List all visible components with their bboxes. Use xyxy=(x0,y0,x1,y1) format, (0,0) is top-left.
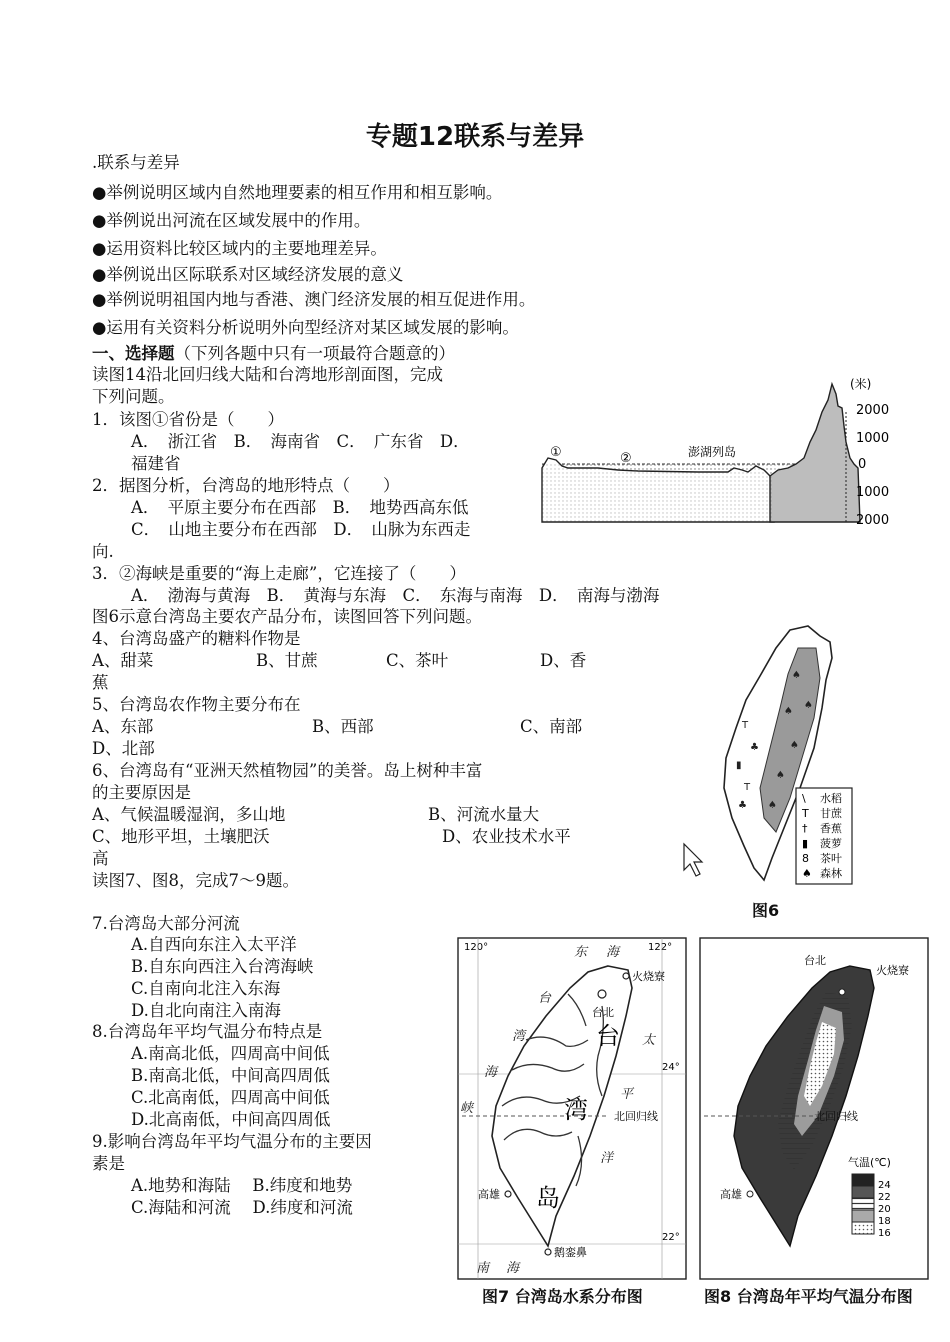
fig8-legend-tick-4: 18 xyxy=(878,1216,891,1227)
svg-text:♣: ♣ xyxy=(750,742,759,753)
q8-option-d: D.北高南低，中间高四周低 xyxy=(131,1110,331,1129)
q3-stem: 3．②海峡是重要的“海上走廊”，它连接了（ ） xyxy=(92,564,466,583)
fig8-taipei: 台北 xyxy=(804,954,826,967)
q7-option-d: D.自北向南注入南海 xyxy=(131,1001,281,1020)
fig7-strait-4: 峡 xyxy=(460,1101,474,1116)
svg-text:T: T xyxy=(742,720,749,731)
q4-option-d: D、香 xyxy=(540,651,587,670)
svg-text:▮: ▮ xyxy=(736,760,742,771)
agri-legend-sym-4: ▮ xyxy=(802,837,809,850)
q6-stem-cont: 的主要原因是 xyxy=(92,783,191,802)
objective-1: ●举例说明区域内自然地理要素的相互作用和相互影响。 xyxy=(92,183,503,202)
fig7-lon-right: 122° xyxy=(648,942,673,953)
q5-option-c: C、南部 xyxy=(520,717,583,736)
q6-option-d-cont: 高 xyxy=(92,849,109,868)
profile-tick-1: 2000 xyxy=(856,403,890,418)
svg-text:♠: ♠ xyxy=(776,770,785,781)
q2-options: A． 平原主要分布在西部 B． 地势西高东低 xyxy=(131,498,469,517)
q6-option-b: B、河流水量大 xyxy=(428,805,540,824)
q2-options-3: 向. xyxy=(92,542,114,561)
fig8-legend-tick-1: 24 xyxy=(878,1180,891,1191)
profile-label-2: ② xyxy=(620,451,632,466)
fig7-east-sea-2: 海 xyxy=(606,945,620,960)
q8-option-b: B.南高北低，中间高四周低 xyxy=(131,1066,330,1085)
q4-option-a: A、甜菜 xyxy=(92,651,154,670)
fig8-legend-tick-2: 22 xyxy=(878,1192,891,1203)
agri-legend-sym-1: \ xyxy=(802,792,806,805)
part-note: （下列各题中只有一项最符合题意的） xyxy=(174,344,455,363)
q6-option-d: D、农业技术水平 xyxy=(442,827,571,846)
objective-5: ●举例说明祖国内地与香港、澳门经济发展的相互促进作用。 xyxy=(92,290,536,309)
q6-option-a: A、气候温暖湿润，多山地 xyxy=(92,805,286,824)
fig8-legend-tick-3: 20 xyxy=(878,1204,891,1215)
fig8-tropic: 北回归线 xyxy=(814,1110,858,1123)
q8-option-a: A.南高北低，四周高中间低 xyxy=(131,1044,330,1063)
fig8-legend-tick-5: 16 xyxy=(878,1228,891,1239)
fig7-cape: 火烧寮 xyxy=(632,970,665,983)
fig7-cape-south: 鹅銮鼻 xyxy=(554,1246,587,1259)
q1-stem: 1．该图①省份是（ ） xyxy=(92,410,284,429)
q8-stem: 8.台湾岛年平均气温分布特点是 xyxy=(92,1022,323,1041)
q2-stem: 2．据图分析，台湾岛的地形特点（ ） xyxy=(92,476,400,495)
fig7-east-sea-1: 东 xyxy=(574,945,588,960)
fig7-lat-24: 24° xyxy=(662,1062,680,1073)
q5-option-a: A、东部 xyxy=(92,717,154,736)
q4-option-c: C、茶叶 xyxy=(386,651,449,670)
intro1-line1: 读图14沿北回归线大陆和台湾地形剖面图，完成 xyxy=(92,365,443,384)
q7-option-c: C.自南向北注入东海 xyxy=(131,979,281,998)
fig7-island-char-2: 湾 xyxy=(564,1096,588,1124)
fig7-strait-2: 湾 xyxy=(512,1029,526,1044)
fig7-lat-22: 22° xyxy=(662,1232,680,1243)
fig8-legend-title: 气温(℃) xyxy=(848,1156,891,1169)
fig7-taipei: 台北 xyxy=(592,1006,614,1019)
intro1-line2: 下列问题。 xyxy=(92,387,175,406)
part-heading: 一、选择题 xyxy=(92,344,175,363)
q7-option-a: A.自西向东注入太平洋 xyxy=(131,935,297,954)
cursor-arrow-icon xyxy=(684,844,702,876)
objective-4: ●举例说出区际联系对区域经济发展的意义 xyxy=(92,265,404,284)
agri-legend-name-3: 香蕉 xyxy=(820,822,842,835)
profile-tick-5: 2000 xyxy=(856,513,890,528)
profile-label-1: ① xyxy=(550,445,562,460)
svg-text:♠: ♠ xyxy=(792,670,801,681)
q6-option-c: C、地形平坦，土壤肥沃 xyxy=(92,827,270,846)
fig7-island-char-1: 台 xyxy=(596,1022,620,1050)
q2-options-2: C． 山地主要分布在西部 D． 山脉为东西走 xyxy=(131,520,471,539)
fig8-kaohsiung: 高雄 xyxy=(720,1188,742,1201)
objective-6: ●运用有关资料分析说明外向型经济对某区域发展的影响。 xyxy=(92,318,519,337)
fig7-pacific-2: 平 xyxy=(620,1087,634,1102)
q4-option-b: B、甘蔗 xyxy=(256,651,318,670)
q1-options: A． 浙江省 B． 海南省 C． 广东省 D． xyxy=(131,432,470,451)
svg-text:♠: ♠ xyxy=(784,706,793,717)
agri-legend-sym-3: † xyxy=(802,822,808,835)
intro2: 图6示意台湾岛主要农产品分布，读图回答下列问题。 xyxy=(92,607,482,626)
fig8-cape: 火烧寮 xyxy=(876,964,909,977)
terrain-profile-figure xyxy=(538,372,910,530)
profile-island-label: 澎湖列岛 xyxy=(688,445,737,459)
q7-stem: 7.台湾岛大部分河流 xyxy=(92,914,240,933)
agri-legend-sym-5: 8 xyxy=(802,852,809,865)
section-label: .联系与差异 xyxy=(92,153,180,172)
q3-options: A． 渤海与黄海 B． 黄海与东海 C． 东海与南海 D． 南海与渤海 xyxy=(131,586,660,605)
q9-option-ab: A.地势和海陆 B.纬度和地势 xyxy=(131,1176,353,1195)
fig7-lon-left: 120° xyxy=(464,942,489,953)
fig8-caption: 图8 台湾岛年平均气温分布图 xyxy=(704,1287,913,1306)
agri-legend-name-4: 菠萝 xyxy=(820,837,842,850)
fig7-strait-3: 海 xyxy=(484,1065,498,1080)
q4-stem: 4、台湾岛盛产的糖料作物是 xyxy=(92,629,301,648)
q9-stem: 9.影响台湾岛年平均气温分布的主要因 xyxy=(92,1132,372,1151)
svg-text:♠: ♠ xyxy=(804,700,813,711)
fig7-pacific-3: 洋 xyxy=(600,1151,614,1166)
part-heading-line xyxy=(92,343,455,365)
q7-option-b: B.自东向西注入台湾海峡 xyxy=(131,957,314,976)
agri-legend-name-6: 森林 xyxy=(820,867,842,880)
agri-legend-sym-2: T xyxy=(802,807,809,820)
taiwan-agriculture-map xyxy=(680,618,912,898)
agri-legend-name-1: 水稻 xyxy=(820,792,842,805)
svg-text:♠: ♠ xyxy=(790,740,799,751)
intro3: 读图7、图8，完成7～9题。 xyxy=(92,871,299,890)
q1-options-cont: 福建省 xyxy=(131,454,181,473)
fig7-kaohsiung: 高雄 xyxy=(478,1188,500,1201)
fig7-south-sea-1: 南 xyxy=(476,1261,490,1276)
svg-text:♣: ♣ xyxy=(738,800,747,811)
taiwan-temperature-map xyxy=(698,936,934,1281)
profile-tick-2: 1000 xyxy=(856,431,890,446)
q5-option-d: D、北部 xyxy=(92,739,155,758)
fig7-strait-1: 台 xyxy=(538,991,552,1006)
objective-3: ●运用资料比较区域内的主要地理差异。 xyxy=(92,239,387,258)
fig6-caption: 图6 xyxy=(752,901,780,920)
fig7-south-sea-2: 海 xyxy=(506,1261,520,1276)
q9-stem-cont: 素是 xyxy=(92,1154,125,1173)
agri-legend-sym-6: ♠ xyxy=(802,867,812,880)
q8-option-c: C.北高南低，四周高中间低 xyxy=(131,1088,330,1107)
page-title: 专题12联系与差异 xyxy=(365,122,585,152)
q5-stem: 5、台湾岛农作物主要分布在 xyxy=(92,695,301,714)
fig7-island-char-3: 岛 xyxy=(536,1184,560,1212)
objective-2: ●举例说出河流在区域发展中的作用。 xyxy=(92,211,371,230)
fig7-pacific-1: 太 xyxy=(642,1033,656,1048)
profile-tick-3: 0 xyxy=(858,457,867,472)
fig7-tropic: 北回归线 xyxy=(614,1110,658,1123)
profile-unit: (米) xyxy=(850,377,872,391)
q4-option-d-cont: 蕉 xyxy=(92,673,109,692)
agri-legend-name-5: 茶叶 xyxy=(820,852,842,865)
taiwan-rivers-map xyxy=(456,936,688,1281)
q5-option-b: B、西部 xyxy=(312,717,374,736)
q9-option-cd: C.海陆和河流 D.纬度和河流 xyxy=(131,1198,353,1217)
svg-text:♠: ♠ xyxy=(768,800,777,811)
svg-text:T: T xyxy=(744,782,751,793)
profile-tick-4: 1000 xyxy=(856,485,890,500)
agri-legend-name-2: 甘蔗 xyxy=(820,807,842,820)
fig7-caption: 图7 台湾岛水系分布图 xyxy=(482,1287,643,1306)
q6-stem: 6、台湾岛有“亚洲天然植物园”的美誉。岛上树种丰富 xyxy=(92,761,483,780)
